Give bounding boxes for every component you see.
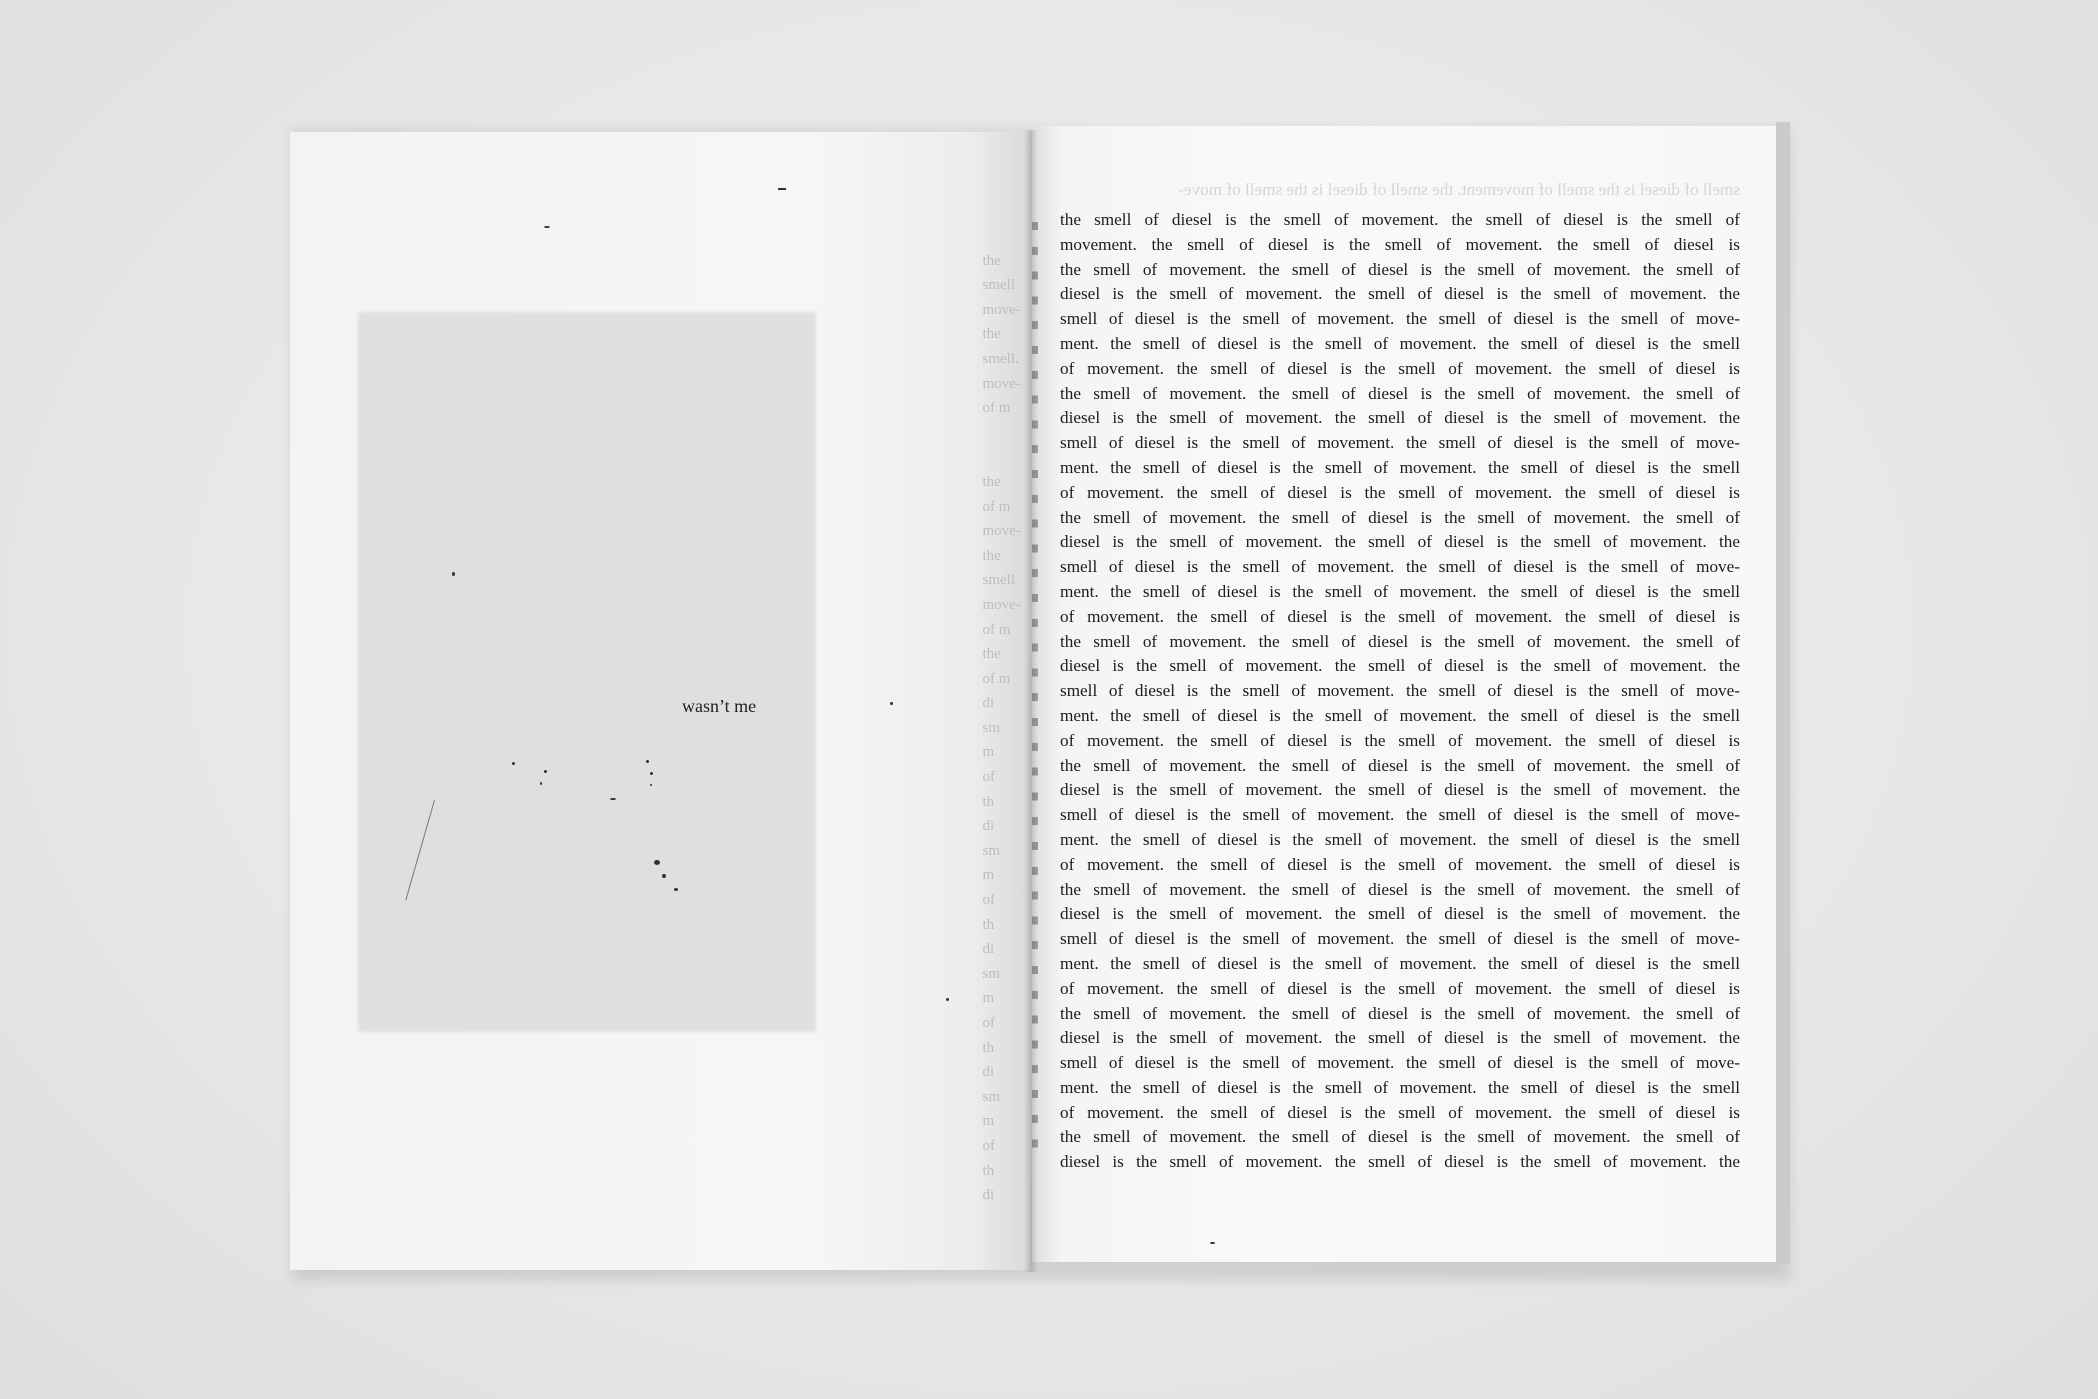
left-page-caption: wasn’t me — [682, 696, 757, 716]
body-text-line: smell of diesel is the smell of movement. the smell of diesel is the smell of move- — [1060, 681, 1740, 701]
faded-photo-block — [358, 312, 816, 1032]
body-text-line: diesel is the smell of movement. the smell of diesel is the smell of movement. the — [1060, 656, 1740, 676]
speck — [674, 888, 678, 891]
body-text-line: diesel is the smell of movement. the smell of diesel is the smell of movement. the — [1060, 1152, 1740, 1172]
body-text-line: of movement. the smell of diesel is the smell of movement. the smell of diesel is — [1060, 606, 1740, 626]
speck — [646, 760, 649, 763]
body-text-line: of movement. the smell of diesel is the smell of movement. the smell of diesel is — [1060, 1102, 1740, 1122]
speck — [654, 860, 660, 865]
body-text-line: of movement. the smell of diesel is the smell of movement. the smell of diesel is — [1060, 730, 1740, 750]
body-text-line: ment. the smell of diesel is the smell of movement. the smell of diesel is the smell — [1060, 705, 1740, 725]
speck — [778, 188, 786, 190]
body-text-line: the smell of movement. the smell of diesel is the smell of movement. the smell of — [1060, 259, 1740, 279]
speck — [512, 762, 515, 765]
right-page — [1032, 126, 1776, 1262]
show-through-text-left: the smell move- the smell. move- of m the of m move- the smell move- of m the of m di sm m of th di sm m of th di sm m of th di sm m of th di — [982, 252, 1021, 1204]
speck — [1210, 1242, 1215, 1244]
body-text-line: of movement. the smell of diesel is the smell of movement. the smell of diesel is — [1060, 854, 1740, 874]
body-text-line: the smell of movement. the smell of diesel is the smell of movement. the smell of — [1060, 1127, 1740, 1147]
body-text-line: diesel is the smell of movement. the smell of diesel is the smell of movement. the — [1060, 284, 1740, 304]
left-page — [290, 132, 1030, 1270]
repeated-body-text — [1060, 208, 1740, 1175]
body-text-line: the smell of movement. the smell of diesel is the smell of movement. the smell of — [1060, 507, 1740, 527]
body-text-line: diesel is the smell of movement. the smell of diesel is the smell of movement. the — [1060, 408, 1740, 428]
body-text-line: smell of diesel is the smell of movement. the smell of diesel is the smell of move- — [1060, 805, 1740, 825]
body-text-line: diesel is the smell of movement. the smell of diesel is the smell of movement. the — [1060, 780, 1740, 800]
body-text-line: smell of diesel is the smell of movement. the smell of diesel is the smell of move- — [1060, 929, 1740, 949]
center-gutter — [1024, 130, 1038, 1272]
body-text-line: the smell of movement. the smell of diesel is the smell of movement. the smell of — [1060, 1003, 1740, 1023]
body-text-line: smell of diesel is the smell of movement. the smell of diesel is the smell of move- — [1060, 433, 1740, 453]
body-text-line: ment. the smell of diesel is the smell of movement. the smell of diesel is the smell — [1060, 581, 1740, 601]
body-text-line: the smell of movement. the smell of diesel is the smell of movement. the smell of — [1060, 879, 1740, 899]
body-text-line: of movement. the smell of diesel is the smell of movement. the smell of diesel is — [1060, 978, 1740, 998]
body-text-line: smell of diesel is the smell of movement. the smell of diesel is the smell of move- — [1060, 309, 1740, 329]
body-text-line: smell of diesel is the smell of movement. the smell of diesel is the smell of move- — [1060, 557, 1740, 577]
speck — [452, 572, 455, 576]
speck — [650, 784, 652, 786]
body-text-line: movement. the smell of diesel is the smell of movement. the smell of diesel is — [1060, 234, 1740, 254]
speck — [650, 772, 653, 775]
body-text-line: the smell of movement. the smell of diesel is the smell of movement. the smell of — [1060, 631, 1740, 651]
speck — [544, 226, 550, 228]
body-text-line: the smell of diesel is the smell of movement. the smell of diesel is the smell of — [1060, 210, 1740, 229]
body-text-line: of movement. the smell of diesel is the smell of movement. the smell of diesel is — [1060, 358, 1740, 378]
body-text-line: smell of diesel is the smell of movement. the smell of diesel is the smell of move- — [1060, 1053, 1740, 1073]
body-text-line: ment. the smell of diesel is the smell of movement. the smell of diesel is the smell — [1060, 457, 1740, 477]
body-text-line: ment. the smell of diesel is the smell of movement. the smell of diesel is the smell — [1060, 953, 1740, 973]
open-booklet — [288, 122, 1788, 1272]
body-text-line: diesel is the smell of movement. the smell of diesel is the smell of movement. the — [1060, 532, 1740, 552]
body-text-line: ment. the smell of diesel is the smell of movement. the smell of diesel is the smell — [1060, 829, 1740, 849]
body-text-line: of movement. the smell of diesel is the smell of movement. the smell of diesel is — [1060, 482, 1740, 502]
page-edges — [1776, 122, 1790, 1264]
speck — [540, 782, 542, 785]
body-text-line: diesel is the smell of movement. the smell of diesel is the smell of movement. the — [1060, 1028, 1740, 1048]
show-through-text-right: smell of diesel is the smell of movement. the smell of diesel is the smell of move- — [1178, 180, 1740, 199]
body-text-line: the smell of movement. the smell of diesel is the smell of movement. the smell of — [1060, 755, 1740, 775]
body-text-line: diesel is the smell of movement. the smell of diesel is the smell of movement. the — [1060, 904, 1740, 924]
speck — [610, 798, 616, 800]
speck — [890, 702, 893, 705]
speck — [946, 998, 949, 1001]
body-text-line: ment. the smell of diesel is the smell of movement. the smell of diesel is the smell — [1060, 333, 1740, 353]
speck — [544, 770, 547, 773]
body-text-line: the smell of movement. the smell of diesel is the smell of movement. the smell of — [1060, 383, 1740, 403]
speck — [662, 874, 666, 878]
body-text-line: ment. the smell of diesel is the smell of movement. the smell of diesel is the smell — [1060, 1077, 1740, 1097]
